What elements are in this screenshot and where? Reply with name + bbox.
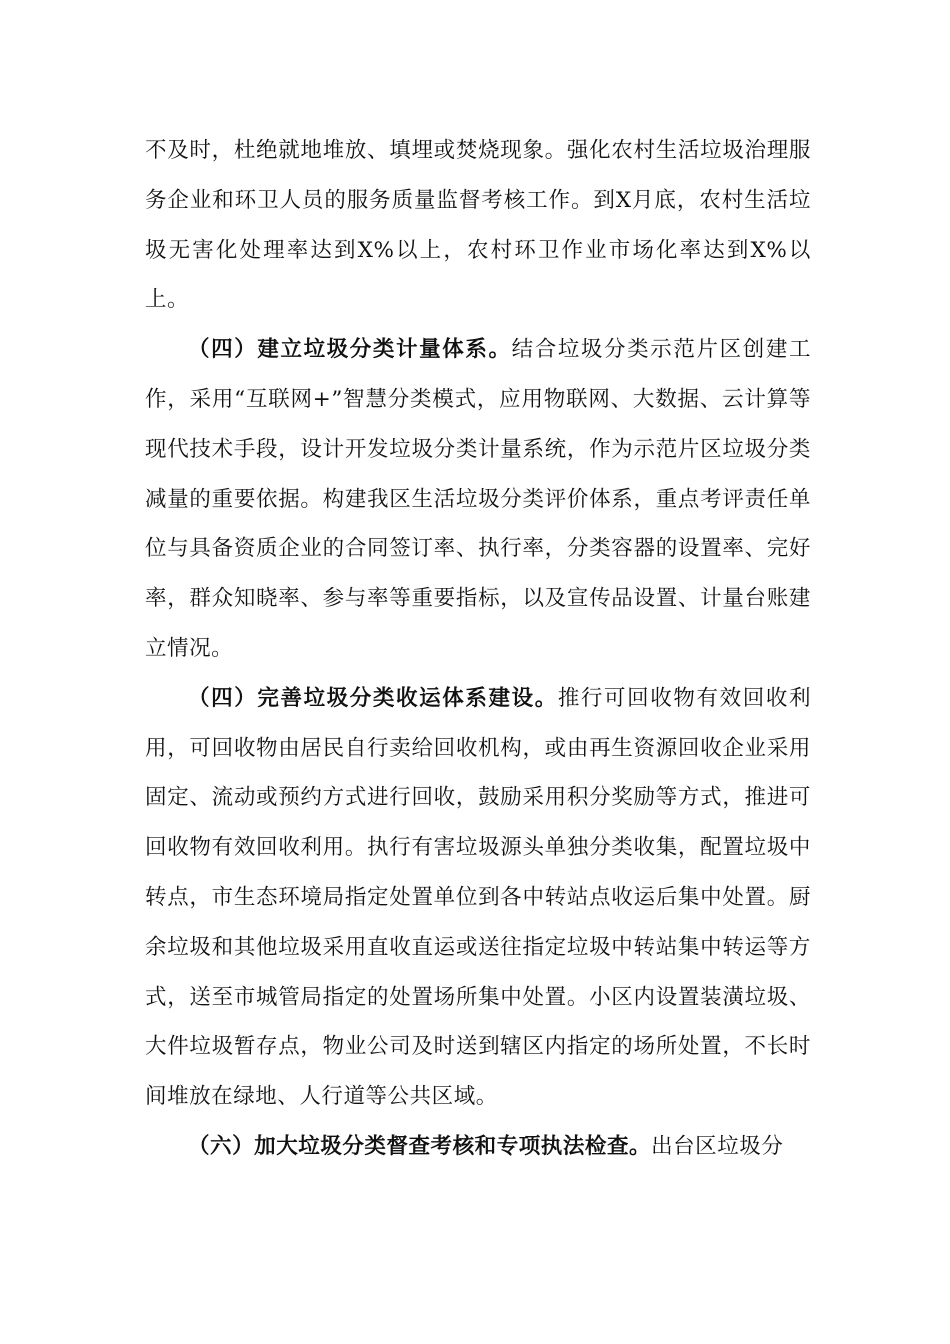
paragraph-text: 不及时，杜绝就地堆放、填埋或焚烧现象。强化农村生活垃圾治理服务企业和环卫人员的服务质量监督考核工作。到X月底，农村生活垃圾无害化处理率达到X%以上，农村环卫作业市场化率达到X%以上。 [145,138,811,313]
paragraph-section-4-metering [145,325,811,674]
section-heading: （四）完善垃圾分类收运体系建设。 [188,685,558,711]
document-body [145,126,811,1172]
paragraph-section-6-inspection [145,1122,811,1172]
paragraph-section-4-collection [145,674,811,1122]
paragraph-text: 出台区垃圾分 [651,1133,784,1159]
paragraph-continuation [145,126,811,325]
section-heading: （六）加大垃圾分类督查考核和专项执法检查。 [188,1133,652,1159]
paragraph-text: 结合垃圾分类示范片区创建工作，采用“互联网+”智慧分类模式，应用物联网、大数据、云计算等现代技术手段，设计开发垃圾分类计量系统，作为示范片区垃圾分类减量的重要依据。构建我区生活垃圾分类评价体系，重点考评责任单位与具备资质企业的合同签订率、执行率，分类容器的设置率、完好率，群众知晓率、参与率等重要指标，以及宣传品设置、计量台账建立情况。 [145,337,812,661]
paragraph-text: 推行可回收物有效回收利用，可回收物由居民自行卖给回收机构，或由再生资源回收企业采用固定、流动或预约方式进行回收，鼓励采用积分奖励等方式，推进可回收物有效回收利用。执行有害垃圾源头单独分类收集，配置垃圾中转点，市生态环境局指定处置单位到各中转站点收运后集中处置。厨余垃圾和其他垃圾采用直收直运或送往指定垃圾中转站集中转运等方式，送至市城管局指定的处置场所集中处置。小区内设置装潢垃圾、大件垃圾暂存点，物业公司及时送到辖区内指定的场所处置，不长时间堆放在绿地、人行道等公共区域。 [145,685,811,1110]
section-heading: （四）建立垃圾分类计量体系。 [188,337,512,363]
